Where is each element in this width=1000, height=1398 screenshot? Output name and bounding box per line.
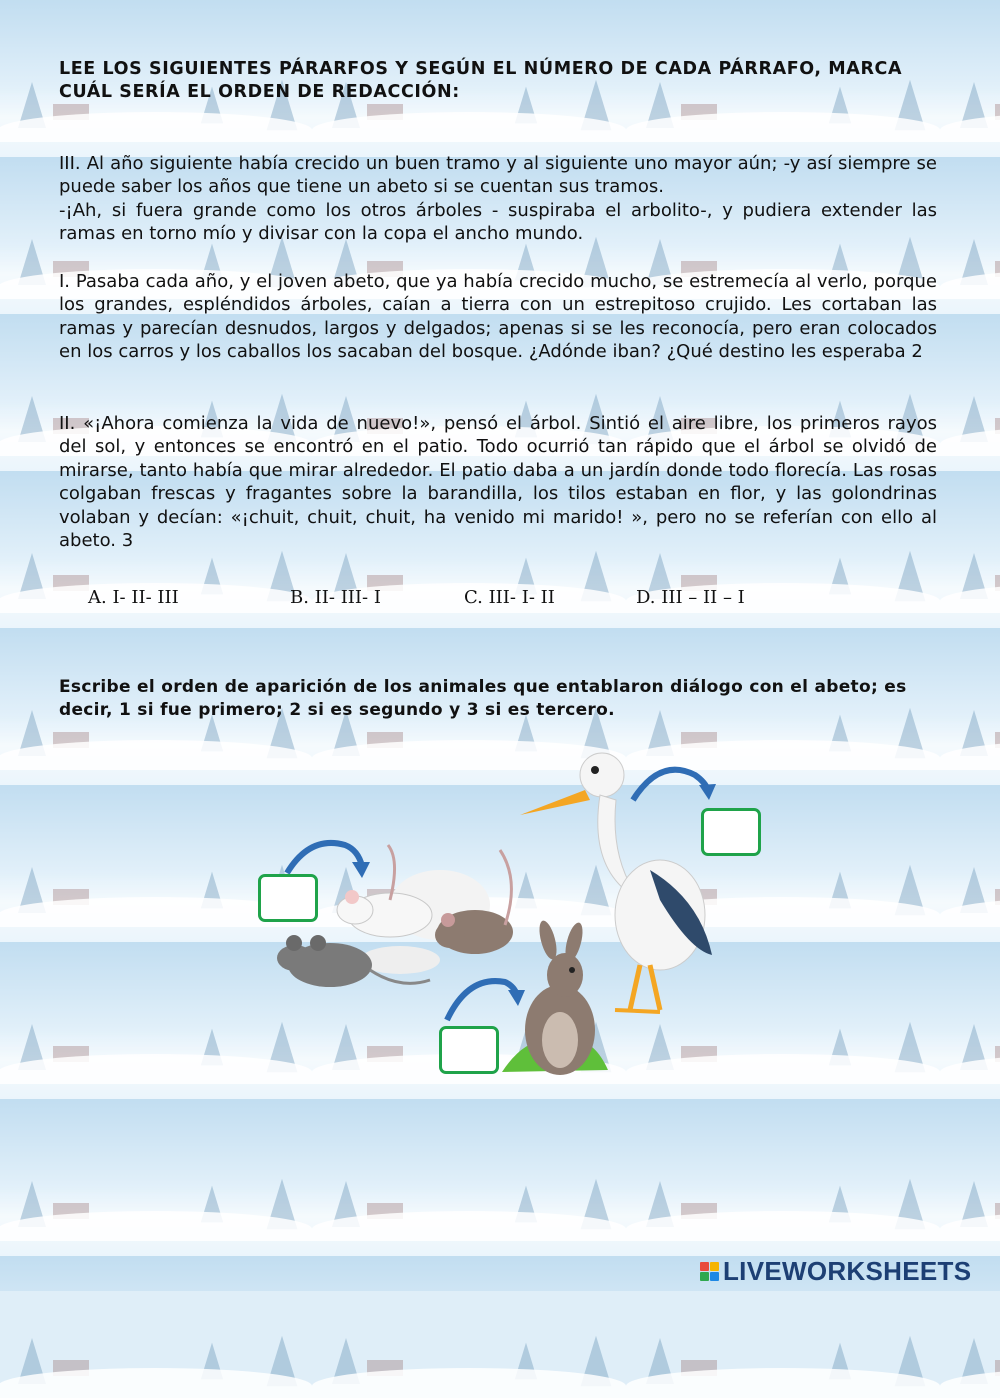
- snow-drift: [312, 1368, 626, 1398]
- section1-instruction: LEE LOS SIGUIENTES PÁRARFOS Y SEGÚN EL NÚMERO DE CADA PÁRRAFO, MARCA CUÁL SERÍA EL ORDEN DE REDACCIÓN:: [59, 59, 903, 102]
- paragraph-iii-dialogue: -¡Ah, si fuera grande como los otros árboles - suspiraba el arbolito-, y pudiera extender las ramas en torno mío y divisar con la copa el ancho mundo.: [59, 200, 937, 245]
- answer-box-mice[interactable]: [258, 874, 318, 922]
- arrow-rabbit: [447, 981, 517, 1020]
- liveworksheets-logo: [700, 1257, 971, 1285]
- arrow-stork: [633, 770, 708, 800]
- option-b[interactable]: B. II- III- I: [290, 587, 381, 608]
- logo-cubes-icon: [700, 1262, 719, 1281]
- option-c[interactable]: C. III- I- II: [464, 587, 555, 608]
- snow-drift: [0, 1368, 312, 1398]
- paragraph-iii: III. Al año siguiente había crecido un buen tramo y al siguiente uno mayor aún; -y así siempre se puede saber los años que tiene un abeto si se cuentan sus tramos.: [59, 153, 937, 198]
- option-d[interactable]: D. III – II – I: [636, 587, 745, 608]
- answer-box-rabbit[interactable]: [439, 1026, 499, 1074]
- paragraph-i: I. Pasaba cada año, y el joven abeto, que ya había crecido mucho, se estremecía al verlo, porque los grandes, espléndidos árboles, caían a tierra con un estrepitoso crujido. Les cortaban las ramas y parecían desnudos, largos y delgados; apenas si se les reconocía, pero eran colocados en los carros y los caballos los sacaban del bosque. ¿Adónde iban? ¿Qué destino les esperaba 2: [59, 271, 937, 363]
- answer-box-stork[interactable]: [701, 808, 761, 856]
- option-a[interactable]: A. I- II- III: [88, 587, 179, 608]
- section2-instruction: Escribe el orden de aparición de los animales que entablaron diálogo con el abeto; es decir, 1 si fue primero; 2 si es segundo y 3 si es tercero.: [59, 677, 907, 720]
- paragraph-ii: II. «¡Ahora comienza la vida de nuevo!», pensó el árbol. Sintió el aire libre, los primeros rayos del sol, y entonces se encontró en el patio. Todo ocurrió tan rápido que el árbol se olvidó de mirarse, tanto había que mirar alrededor. El patio daba a un jardín donde todo florecía. Las rosas colgaban frescas y fragantes sobre la barandilla, los tilos estaban en flor, y las golondrinas volaban y decían: «¡chuit, chuit, chuit, ha venido mi marido! », pero no se referían con ello al abeto. 3: [59, 413, 937, 552]
- arrow-mice: [287, 843, 362, 873]
- snow-drift: [626, 1368, 940, 1398]
- logo-text: LIVEWORKSHEETS: [723, 1255, 972, 1286]
